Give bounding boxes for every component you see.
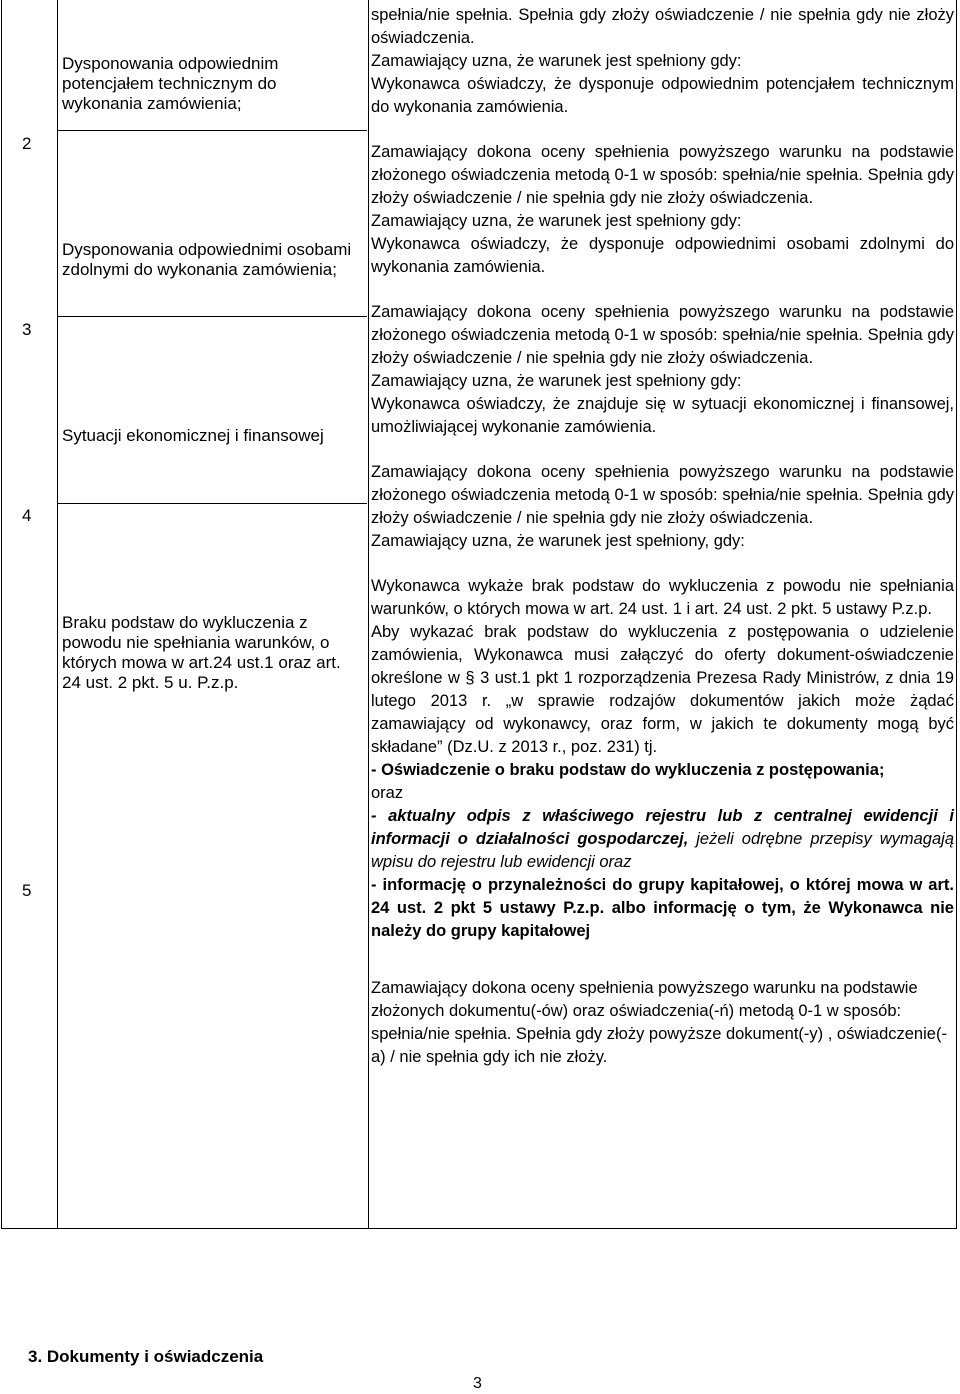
- row-divider: [57, 316, 367, 317]
- column-divider: [57, 0, 58, 1229]
- criterion-text: Dysponowania odpowiednim potencjałem technicznym do wykonania zamówienia;: [62, 54, 279, 113]
- conjunction-text: oraz: [371, 784, 404, 802]
- condition-text: Wykonawca oświadczy, że dysponuje odpowiednim potencjałem technicznym do wykonania zamówienia.: [371, 75, 954, 116]
- evaluation-text: spełnia/nie spełnia. Spełnia gdy złoży oświadczenie / nie spełnia gdy nie złoży oświadczenia.: [371, 6, 954, 47]
- row-divider: [57, 130, 367, 131]
- description-column: [371, 4, 954, 1069]
- evaluation-text: Zamawiający dokona oceny spełnienia powyższego warunku na podstawie złożonego oświadczenia metodą 0-1 w sposób: spełnia/nie spełnia. Spełnia gdy złoży oświadczenie / nie spełnia gdy nie złoży oświadczenia.: [371, 463, 954, 527]
- section-heading: 3. Dokumenty i oświadczenia: [28, 1347, 264, 1366]
- page-number: 3: [473, 1375, 482, 1392]
- evaluation-text: Zamawiający dokona oceny spełnienia powyższego warunku na podstawie złożonego oświadczenia metodą 0-1 w sposób: spełnia/nie spełnia. Spełnia gdy złoży oświadczenie / nie spełnia gdy nie złoży oświadczenia.: [371, 143, 954, 207]
- criterion-text: Dysponowania odpowiednimi osobami zdolnymi do wykonania zamówienia;: [62, 240, 352, 279]
- evaluation-text: Zamawiający dokona oceny spełnienia powyższego warunku na podstawie złożonego oświadczenia metodą 0-1 w sposób: spełnia/nie spełnia. Spełnia gdy złoży oświadczenie / nie spełnia gdy nie złoży oświadczenia.: [371, 303, 954, 367]
- evaluation-text: Zamawiający dokona oceny spełnienia powyższego warunku na podstawie złożonych dokumentu(-ów) oraz oświadczenia(-ń) metodą 0-1 w sposób: spełnia/nie spełnia. Spełnia gdy złoży powyższe dokument(-y) , oświadczenie(-a) / nie spełnia gdy ich nie złoży.: [371, 979, 947, 1066]
- row-number: 3: [22, 320, 32, 339]
- recognition-text: Zamawiający uzna, że warunek jest spełniony gdy:: [371, 52, 742, 70]
- column-divider: [368, 0, 369, 1229]
- recognition-text: Zamawiający uzna, że warunek jest spełniony gdy:: [371, 212, 742, 230]
- document-item: - Oświadczenie o braku podstaw do wykluczenia z postępowania;: [371, 761, 885, 779]
- row-number: 2: [22, 134, 32, 153]
- recognition-text: Zamawiający uzna, że warunek jest spełniony, gdy:: [371, 532, 745, 550]
- condition-text: Wykonawca oświadczy, że znajduje się w sytuacji ekonomicznej i finansowej, umożliwiającej wykonanie zamówienia.: [371, 395, 954, 436]
- row-divider: [57, 503, 367, 504]
- documents-text: Aby wykazać brak podstaw do wykluczenia z postępowania o udzielenie zamówienia, Wykonawca musi załączyć do oferty dokument-oświadczenie określone w § 3 ust.1 pkt 1 rozporządzenia Prezesa Rady Ministrów, z dnia 19 lutego 2013 r. „w sprawie rodzajów dokumentów jakich może żądać zamawiający od wykonawcy, oraz form, w jakich te dokumenty mogą być składane” (Dz.U. z 2013 r., poz. 231) tj.: [371, 623, 954, 756]
- criterion-text: Sytuacji ekonomicznej i finansowej: [62, 426, 324, 445]
- document-item: - aktualny odpis z właściwego rejestru lub z centralnej ewidencji i informacji o działalności gospodarczej, jeżeli odrębne przepisy wymagają wpisu do rejestru lub ewidencji oraz: [371, 807, 954, 871]
- recognition-text: Zamawiający uzna, że warunek jest spełniony gdy:: [371, 372, 742, 390]
- row-number: 5: [22, 881, 32, 900]
- condition-text: Wykonawca wykaże brak podstaw do wykluczenia z powodu nie spełniania warunków, o których mowa w art. 24 ust. 1 i art. 24 ust. 2 pkt. 5 ustawy P.z.p.: [371, 577, 954, 618]
- row-number: 4: [22, 506, 32, 525]
- document-item: - informację o przynależności do grupy kapitałowej, o której mowa w art. 24 ust. 2 pkt 5 ustawy P.z.p. albo informację o tym, że Wykonawca nie należy do grupy kapitałowej: [371, 876, 954, 940]
- criterion-text: Braku podstaw do wykluczenia z powodu nie spełniania warunków, o których mowa w art.24 ust.1 oraz art. 24 ust. 2 pkt. 5 u. P.z.p.: [62, 613, 341, 692]
- condition-text: Wykonawca oświadczy, że dysponuje odpowiednimi osobami zdolnymi do wykonania zamówienia.: [371, 235, 954, 276]
